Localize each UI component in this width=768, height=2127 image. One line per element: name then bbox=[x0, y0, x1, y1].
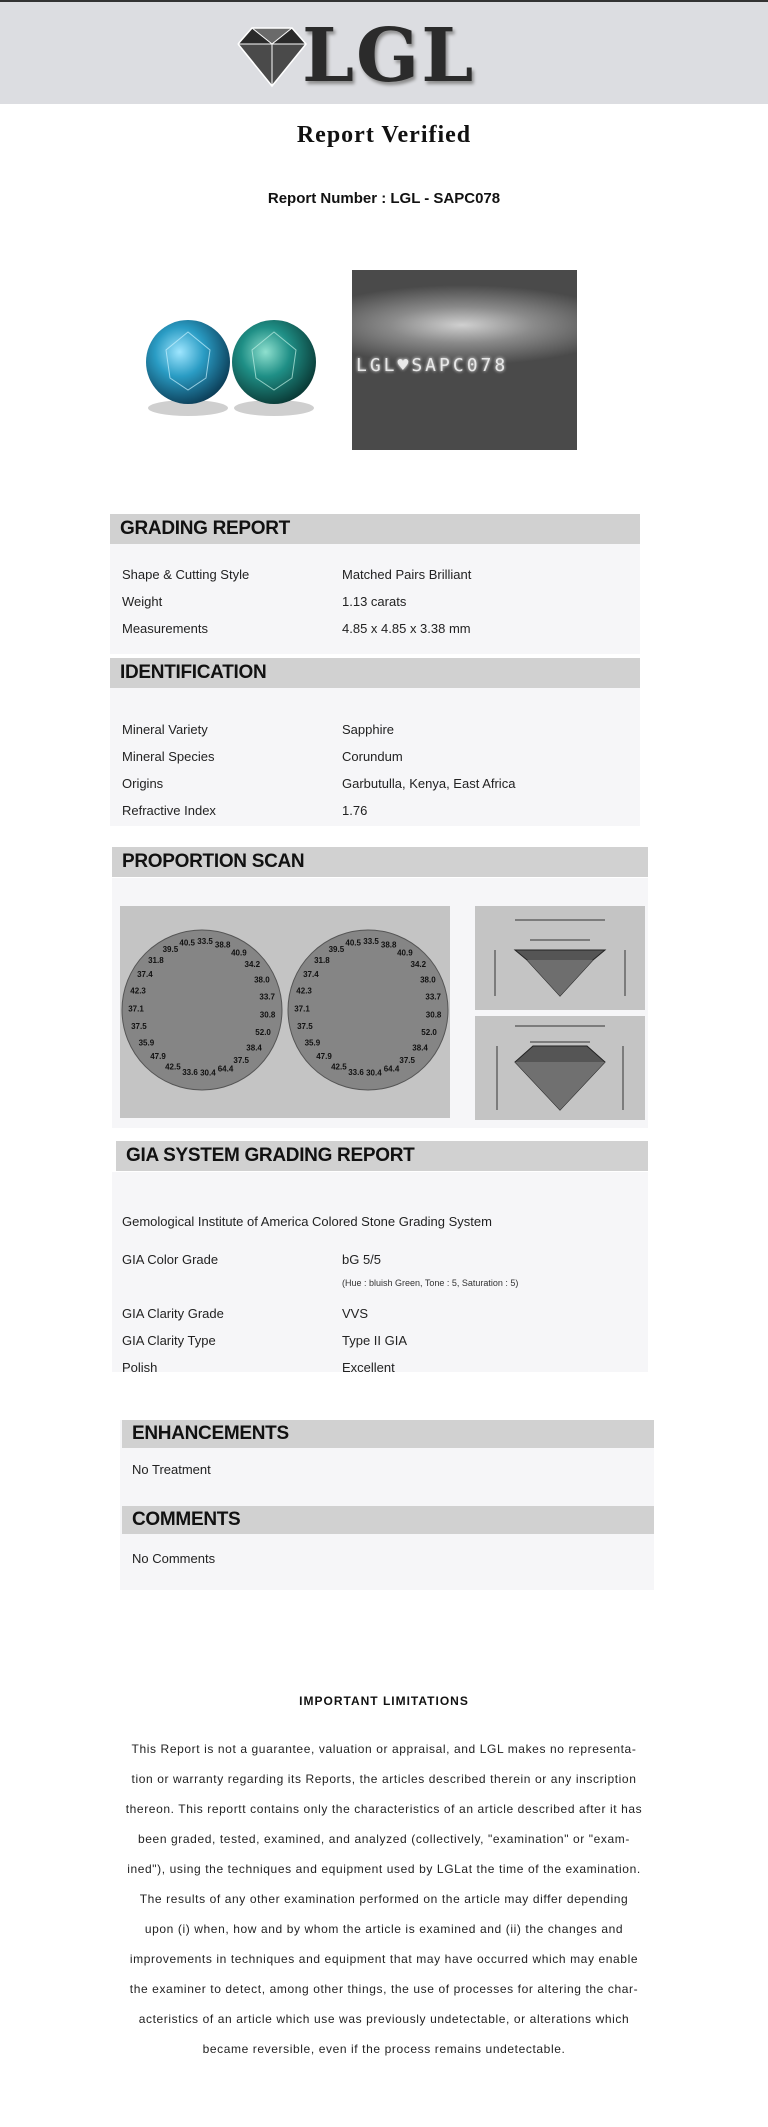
limitations-line: upon (i) when, how and by whom the article is examined and (ii) the changes and bbox=[144, 1922, 624, 1936]
facet-label: 38.4 bbox=[412, 1043, 428, 1053]
identification-bar bbox=[110, 658, 640, 688]
mineral-variety-value: Sapphire bbox=[342, 722, 395, 737]
facet-label: 34.2 bbox=[244, 960, 261, 970]
comments-value: No Comments bbox=[132, 1551, 216, 1566]
gia-color-note: (Hue : bluish Green, Tone : 5, Saturation : 5) bbox=[342, 1278, 519, 1288]
enhancements-value: No Treatment bbox=[132, 1462, 211, 1477]
facet-label: 37.1 bbox=[128, 1004, 144, 1014]
facet-label: 30.8 bbox=[259, 1010, 276, 1020]
facet-label: 33.6 bbox=[348, 1067, 364, 1077]
facet-label: 33.6 bbox=[182, 1067, 198, 1077]
mineral-species-label: Mineral Species bbox=[122, 749, 215, 764]
gia-clarity-type-label: GIA Clarity Type bbox=[122, 1333, 216, 1348]
inscription-photo bbox=[352, 270, 577, 450]
facet-label: 42.3 bbox=[130, 986, 146, 996]
facet-label: 37.4 bbox=[303, 970, 319, 979]
site-header bbox=[0, 2, 768, 104]
mineral-variety-label: Mineral Variety bbox=[122, 722, 208, 737]
facet-label: 37.5 bbox=[233, 1056, 249, 1066]
limitations-line: thereon. This reportt contains only the characteristics of an article described after it has bbox=[125, 1802, 643, 1816]
proportion-scan-bar bbox=[112, 847, 648, 877]
grading-report-heading: GRADING REPORT bbox=[120, 518, 290, 539]
facet-label: 47.9 bbox=[150, 1052, 166, 1062]
facet-label: 38.0 bbox=[420, 975, 436, 985]
profile-bottom-image bbox=[475, 1016, 645, 1120]
facet-label: 47.9 bbox=[316, 1052, 332, 1062]
limitations-line: acteristics of an article which use was previously undetectable, or alterations which bbox=[138, 2012, 630, 2026]
report-number: Report Number : LGL - SAPC078 bbox=[267, 190, 501, 207]
facet-label: 38.8 bbox=[214, 940, 231, 950]
facet-label: 34.2 bbox=[410, 960, 427, 970]
comments-heading: COMMENTS bbox=[132, 1509, 241, 1530]
refractive-index-value: 1.76 bbox=[342, 803, 368, 818]
facet-label: 31.8 bbox=[314, 955, 330, 965]
limitations-heading: IMPORTANT LIMITATIONS bbox=[299, 1694, 469, 1708]
identification-heading: IDENTIFICATION bbox=[120, 662, 267, 683]
facet-label: 40.9 bbox=[231, 948, 247, 958]
facet-label: 35.9 bbox=[138, 1038, 155, 1048]
facet-label: 33.7 bbox=[425, 992, 441, 1002]
limitations-line: improvements in techniques and equipment that may have occurred which may enable bbox=[129, 1952, 639, 1966]
facet-label: 37.5 bbox=[131, 1022, 147, 1032]
facet-label: 42.5 bbox=[165, 1062, 181, 1072]
gia-system-name: Gemological Institute of America Colored Stone Grading System bbox=[122, 1214, 492, 1229]
limitations-line: became reversible, even if the process remains undetectable. bbox=[202, 2042, 566, 2056]
mineral-species-value: Corundum bbox=[342, 749, 403, 764]
facet-label: 64.4 bbox=[383, 1064, 400, 1074]
facet-label: 38.0 bbox=[254, 975, 270, 985]
facet-label: 38.8 bbox=[380, 940, 397, 950]
logo-text: LGL bbox=[302, 13, 476, 99]
refractive-index-label: Refractive Index bbox=[122, 803, 216, 818]
measurements-value: 4.85 x 4.85 x 3.38 mm bbox=[342, 621, 471, 636]
facet-label: 39.5 bbox=[328, 945, 345, 955]
limitations-line: been graded, tested, examined, and analyzed (collectively, "examination" or "exam- bbox=[138, 1832, 630, 1846]
gia-clarity-grade-label: GIA Clarity Grade bbox=[122, 1306, 224, 1321]
limitations-line: ined"), using the techniques and equipment used by LGLat the time of the examination. bbox=[127, 1862, 641, 1876]
facet-label: 37.1 bbox=[294, 1004, 310, 1014]
polish-label: Polish bbox=[122, 1360, 158, 1375]
facet-label: 37.5 bbox=[297, 1022, 313, 1032]
facet-label: 37.4 bbox=[137, 970, 153, 979]
crown-profile bbox=[475, 1016, 645, 1120]
shape-label: Shape & Cutting Style bbox=[122, 567, 250, 582]
weight-label: Weight bbox=[122, 594, 163, 609]
facet-label: 52.0 bbox=[255, 1028, 271, 1037]
origins-value: Garbutulla, Kenya, East Africa bbox=[342, 776, 516, 791]
facet-label: 30.4 bbox=[200, 1068, 216, 1078]
proportion-scan-heading: PROPORTION SCAN bbox=[122, 851, 305, 872]
weight-value: 1.13 carats bbox=[342, 594, 407, 609]
enhancements-bar bbox=[122, 1420, 654, 1448]
facet-label: 33.5 bbox=[363, 937, 379, 947]
facet-label: 39.5 bbox=[162, 945, 179, 955]
gem-photo bbox=[136, 270, 326, 460]
gia-heading: GIA SYSTEM GRADING REPORT bbox=[126, 1145, 415, 1166]
limitations-line: tion or warranty regarding its Reports, the articles described therein or any inscription bbox=[131, 1772, 637, 1786]
facet-label: 35.9 bbox=[304, 1038, 321, 1048]
facet-label: 42.3 bbox=[296, 986, 312, 996]
facet-label: 40.5 bbox=[179, 938, 195, 948]
facet-label: 31.8 bbox=[148, 955, 164, 965]
gia-color-value: bG 5/5 bbox=[342, 1252, 382, 1267]
comments-bar bbox=[122, 1506, 654, 1534]
facet-label: 42.5 bbox=[331, 1062, 347, 1072]
facet-label: 30.8 bbox=[425, 1010, 442, 1020]
facet-label: 52.0 bbox=[421, 1028, 437, 1037]
gia-color-label: GIA Color Grade bbox=[122, 1252, 219, 1267]
origins-label: Origins bbox=[122, 776, 164, 791]
facet-label: 30.4 bbox=[366, 1068, 382, 1078]
shape-value: Matched Pairs Brilliant bbox=[342, 567, 472, 582]
diamond-icon bbox=[232, 22, 312, 92]
facet-label: 40.5 bbox=[345, 938, 361, 948]
page-title: Report Verified bbox=[296, 122, 472, 148]
facet-label: 37.5 bbox=[399, 1056, 415, 1066]
gia-bar bbox=[116, 1141, 648, 1171]
lgl-logo[interactable] bbox=[232, 13, 492, 99]
limitations-line: the examiner to detect, among other things, the use of processes for altering the char- bbox=[129, 1982, 639, 1996]
facet-label: 33.7 bbox=[259, 992, 275, 1002]
facet-diagram bbox=[120, 906, 450, 1118]
limitations-line: This Report is not a guarantee, valuation or appraisal, and LGL makes no representa- bbox=[131, 1742, 637, 1756]
facet-label: 64.4 bbox=[217, 1064, 234, 1074]
gia-clarity-grade-value: VVS bbox=[342, 1306, 369, 1321]
enhancements-heading: ENHANCEMENTS bbox=[132, 1423, 289, 1444]
facet-label: 38.4 bbox=[246, 1043, 262, 1053]
gia-clarity-type-value: Type II GIA bbox=[342, 1333, 408, 1348]
profile-top-image bbox=[475, 906, 645, 1010]
proportion-scan-image bbox=[120, 906, 450, 1118]
limitations-line: The results of any other examination performed on the article may differ depending bbox=[139, 1892, 629, 1906]
facet-label: 40.9 bbox=[397, 948, 413, 958]
limitations-text bbox=[118, 1734, 650, 2064]
facet-label: 33.5 bbox=[197, 937, 213, 947]
pavilion-profile bbox=[475, 906, 645, 1010]
inscription-text: LGL♥SAPC078 bbox=[356, 355, 509, 376]
polish-value: Excellent bbox=[342, 1360, 395, 1375]
grading-report-bar bbox=[110, 514, 640, 544]
measurements-label: Measurements bbox=[122, 621, 208, 636]
